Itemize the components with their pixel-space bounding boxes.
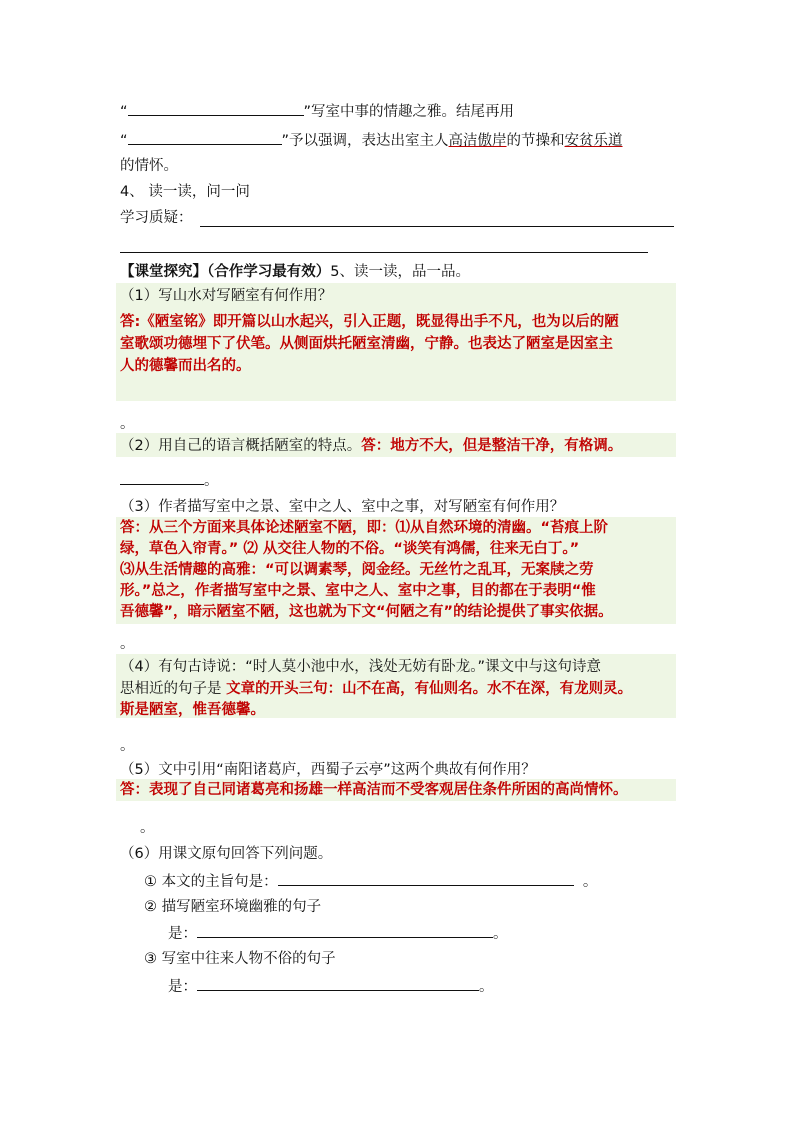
quote-open: “ [120,104,128,120]
q4-answer-part-2: 斯是陋室，惟吾德馨。 [120,702,265,718]
fill-blank-q6-2[interactable] [197,923,493,938]
q6-item-3-answer [168,976,494,997]
q6-item-1 [144,871,597,892]
q6-item-3-shi: 是： [168,979,197,995]
q5-answer: 答：表现了自己同诸葛亮和扬雄一样高洁而不受客观居住条件所困的高尚情怀。 [120,782,628,798]
q2-line [120,436,622,456]
intro-line-3: 的情怀。 [120,158,178,174]
q1-answer-line-1: 答:《陋室铭》即开篇以山水起兴，引入正题，既显得出手不凡，也为以后的陋 [120,314,619,330]
q3-answer-line-5: 吾德馨”，暗示陋室不陋，这也就为下文“何陋之有”的结论提供了事实依据。 [120,604,613,620]
q4-end-mark: 。 [120,738,135,754]
q2-question: （2）用自己的语言概括陋室的特点。 [120,438,362,454]
fill-blank-q6-3[interactable] [197,976,479,991]
q6-title: （6）用课文原句回答下列问题。 [120,846,333,862]
intro-line-2 [120,130,623,151]
q6-item-2-label: ② 描写陋室环境幽雅的句子 [144,899,322,915]
intro-text-2: ”予以强调，表达出室主人 [281,133,449,149]
q4-question-line-1: （4）有句古诗说：“时人莫小池中水，浅处无妨有卧龙。”课文中与这句诗意 [120,659,601,675]
q1-answer-line-3: 人的德馨而出名的。 [120,358,251,374]
q4-question-line [120,208,193,228]
q4-question-tail: 思相近的句子是 [120,681,222,697]
q2-answer: 答：地方不大，但是整洁干净，有格调。 [361,438,623,454]
underlined-phrase-1: 高洁傲岸 [448,133,507,149]
section-heading [120,262,470,282]
section-subtitle: 5、读一读，品一品。 [330,264,470,280]
q6-item-3-end: 。 [479,979,494,995]
intro-text-1: ”写室中事的情趣之雅。结尾再用 [303,104,515,120]
q6-item-2-end: 。 [493,926,508,942]
q4-answer-part-1: 文章的开头三句：山不在高，有仙则名。水不在深，有龙则灵。 [226,681,633,697]
q6-item-1-end: 。 [582,874,598,890]
q1-question: （1）写山水对写陋室有何作用？ [120,288,333,304]
q6-item-3-label: ③ 写室中往来人物不俗的句子 [144,951,336,967]
q3-answer-line-4: 形。”总之，作者描写室中之景、室中之人、室中之事，目的都在于表明“惟 [120,583,596,599]
fill-blank-2[interactable] [128,130,282,145]
intro-text-3: 的节操和 [506,133,565,149]
question-label: 学习质疑： [120,210,193,226]
fill-blank-q6-1[interactable] [278,871,574,886]
answer-line-2[interactable] [120,252,648,253]
fill-blank-1[interactable] [128,101,304,116]
section-title: 【课堂探究】（合作学习最有效） [120,264,331,280]
quote-open: “ [120,133,128,149]
answer-line-1[interactable] [200,226,674,227]
q3-end-mark: 。 [120,636,135,652]
q3-answer-line-1: 答：从三个方面来具体论述陋室不陋，即：⑴从自然环境的清幽。“苔痕上阶 [120,520,609,536]
q5-question: （5）文中引用“南阳诸葛庐，西蜀子云亭”这两个典故有何作用？ [120,762,536,778]
q5-end-mark: 。 [140,820,155,836]
q2-end-line [120,470,219,491]
intro-line-1 [120,101,514,122]
q6-item-2-answer [168,923,508,944]
q1-end-mark: 。 [120,416,135,432]
q3-answer-line-3: ⑶从生活情趣的高雅：“可以调素琴，阅金经。无丝竹之乱耳，无案牍之劳 [120,562,594,578]
q1-answer-line-2: 室歌颂功德埋下了伏笔。从侧面烘托陋室清幽，宁静。也表达了陋室是因室主 [120,336,613,352]
underlined-phrase-2: 安贫乐道 [564,133,623,149]
q3-question: （3）作者描写室中之景、室中之人、室中之事，对写陋室有何作用？ [120,499,565,515]
q4-question-line-2 [120,679,632,699]
fill-blank-q2[interactable] [120,470,204,485]
q6-item-1-label: ① 本文的主旨句是： [144,874,278,890]
q2-end-mark: 。 [204,473,219,489]
q4-title: 4、 读一读，问一问 [120,184,250,200]
q3-answer-line-2: 绿，草色入帘青。” ⑵ 从交往人物的不俗。“谈笑有鸿儒，往来无白丁。” [120,541,580,557]
q6-item-2-shi: 是： [168,926,197,942]
